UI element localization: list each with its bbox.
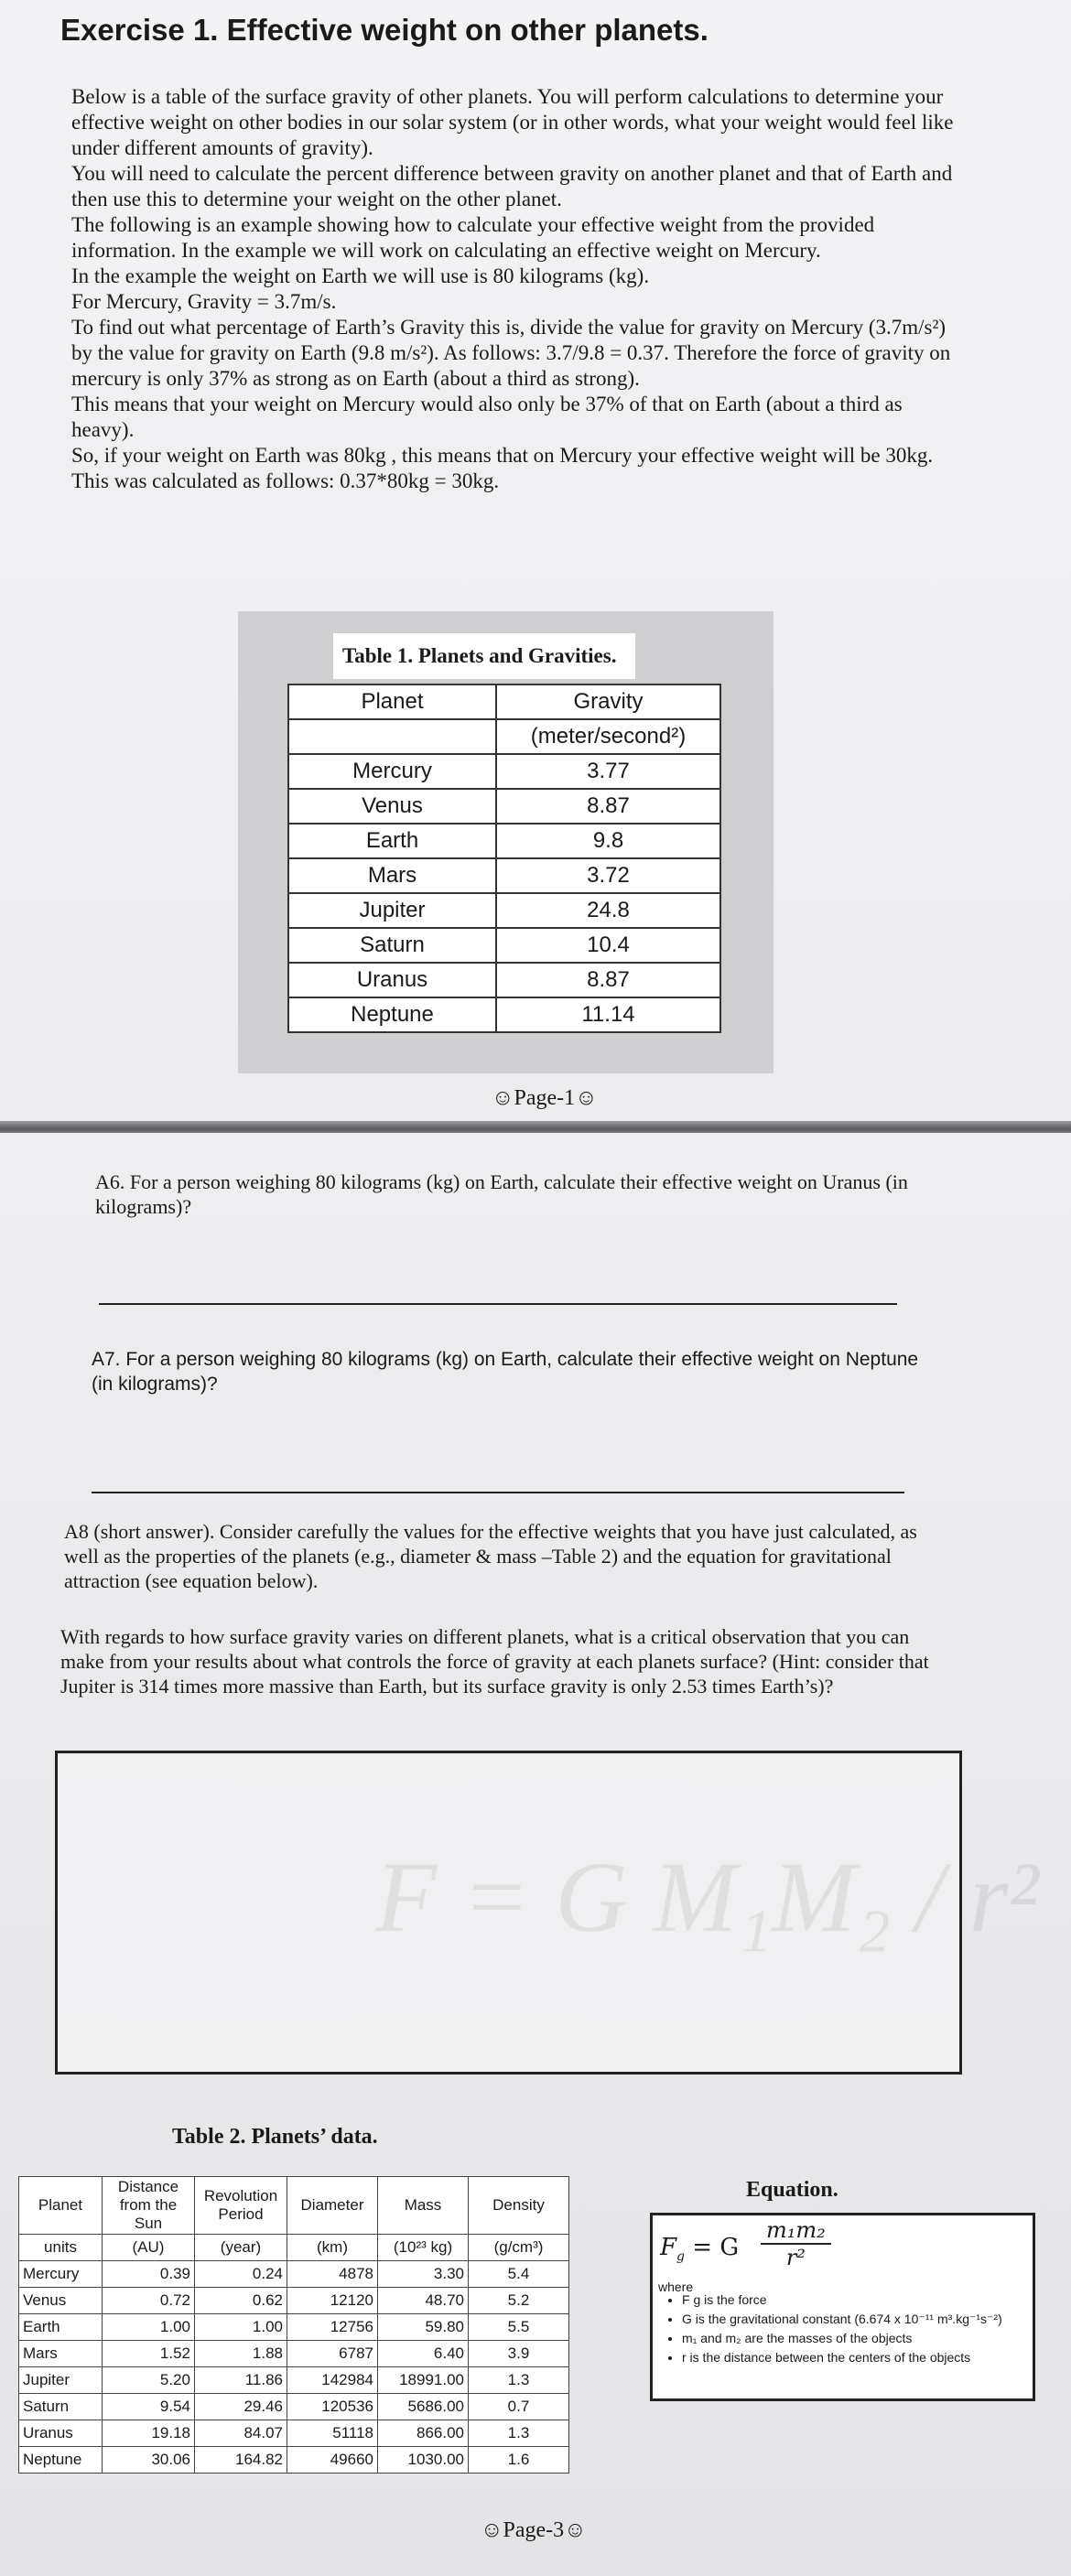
equation-lhs: F [660,2234,677,2261]
table-cell: 5.20 [103,2367,195,2394]
table-row [288,893,720,928]
equation-equals: = G [692,2234,740,2261]
table-row [288,963,720,997]
table-row [19,2261,569,2288]
equation-title: Equation. [746,2178,838,2202]
table-1-title: Table 1. Planets and Gravities. [333,633,635,679]
table-cell: 18991.00 [378,2367,469,2394]
table-row [288,754,720,789]
column-header-planet: Planet [288,684,496,719]
table-cell: 1.52 [103,2341,195,2367]
table-cell: 30.06 [103,2447,195,2474]
table-cell: 142984 [287,2367,378,2394]
planet-cell: Neptune [288,997,496,1032]
table-row [19,2341,569,2367]
equation-box [650,2213,1035,2401]
table-cell: Jupiter [19,2367,103,2394]
table-cell: 0.39 [103,2261,195,2288]
table-cell: 12120 [287,2288,378,2314]
gravity-cell: 10.4 [496,928,720,963]
planet-gravity-table [287,684,721,1033]
table-cell: Earth [19,2314,103,2341]
paragraph: So, if your weight on Earth was 80kg , this means that on Mercury your effective weight will be 30kg. This was calculated as follows: 0.37*80kg = 30kg. [71,444,934,492]
table-row [19,2420,569,2447]
table-cell: Mars [19,2341,103,2367]
paragraph: To find out what percentage of Earth’s Gravity this is, divide the value for gravity on Mercury (3.7m/s²) by the value for gravity on Earth (9.8 m/s²). As follows: 3.7/9.8 = 0.37. Therefore the force of gravity on mercury is only 37% as strong as on Earth (about a third as strong). [71,316,951,390]
table-cell: 1.3 [469,2367,569,2394]
table-cell: 1.3 [469,2420,569,2447]
question-a8: A8 (short answer). Consider carefully the values for the effective weights that you have just calculated, as well as the properties of the planets (e.g., diameter & mass –Table 2) and the equation for gravitational attraction (see equation below). [64,1520,917,1592]
answer-line-a7[interactable] [92,1492,904,1493]
table-row [288,928,720,963]
question-a8-followup: With regards to how surface gravity varies on different planets, what is a critical observation that you can make from your results about what controls the force of gravity at each planets surface? (Hint: consider that Jupiter is 314 times more massive than Earth, but its surface gravity is only 2.53 times Earth’s)? [60,1625,929,1698]
gravity-cell: 3.72 [496,858,720,893]
table-2-title: Table 2. Planets’ data. [172,2125,378,2149]
definition-item: • G is the gravitational constant (6.674 x 10⁻¹¹ m³.kg⁻¹s⁻²) [682,2310,1034,2329]
answer-line-a6[interactable] [99,1303,897,1305]
planet-cell: Saturn [288,928,496,963]
table-cell: 51118 [287,2420,378,2447]
table-cell: 4878 [287,2261,378,2288]
units-cell: (AU) [103,2235,195,2261]
paragraph: Below is a table of the surface gravity of other planets. You will perform calculations to determine your effective weight on other bodies in our solar system (or in other words, what your weight would feel like under different amounts of gravity). [71,85,954,159]
table-row [19,2314,569,2341]
table-row [19,2447,569,2474]
planet-cell: Earth [288,824,496,858]
table-cell: 6.40 [378,2341,469,2367]
equation-fraction [761,2217,831,2270]
background-formula-watermark: F = G M₁M₂ / r² [375,1841,1039,1953]
equation-where: where [658,2280,694,2294]
table-cell: 1.00 [195,2314,287,2341]
table-header-row [19,2177,569,2235]
table-cell: 5.4 [469,2261,569,2288]
gravity-cell: 24.8 [496,893,720,928]
table-row [19,2394,569,2420]
table-row [288,997,720,1032]
table-cell: 0.62 [195,2288,287,2314]
table-cell: 59.80 [378,2314,469,2341]
paragraph: In the example the weight on Earth we will use is 80 kilograms (kg). [71,264,650,287]
table-cell: 9.54 [103,2394,195,2420]
table-cell: 29.46 [195,2394,287,2420]
table-cell: 0.72 [103,2288,195,2314]
table-cell: 5.5 [469,2314,569,2341]
table-cell: 1030.00 [378,2447,469,2474]
gravity-cell: 8.87 [496,789,720,824]
paragraph: The following is an example showing how to calculate your effective weight from the provided information. In the example we will work on calculating an effective weight on Mercury. [71,213,875,262]
definition-item: • m₁ and m₂ are the masses of the objects [682,2329,1034,2348]
gravity-cell: 9.8 [496,824,720,858]
table-row [288,824,720,858]
units-cell: (km) [287,2235,378,2261]
table-cell: 84.07 [195,2420,287,2447]
table-cell: 1.00 [103,2314,195,2341]
page-number: ☺Page-3☺ [481,2518,587,2542]
planet-cell: Jupiter [288,893,496,928]
equation-formula [660,2234,739,2264]
table-cell: 0.7 [469,2394,569,2420]
table-cell: 3.9 [469,2341,569,2367]
units-row [19,2235,569,2261]
page-number: ☺Page-1☺ [492,1086,598,1110]
planet-cell: Mars [288,858,496,893]
table-cell: 866.00 [378,2420,469,2447]
table-cell: 1.88 [195,2341,287,2367]
definition-item: • r is the distance between the centers of the objects [682,2348,1034,2367]
table-cell: 48.70 [378,2288,469,2314]
column-header-gravity: Gravity [496,684,720,719]
table-cell: 5.2 [469,2288,569,2314]
table-row [288,858,720,893]
units-cell: (year) [195,2235,287,2261]
equation-numerator: m₁m₂ [761,2217,831,2245]
equation-denominator: r² [785,2245,806,2270]
table-cell: Mercury [19,2261,103,2288]
question-a6: A6. For a person weighing 80 kilograms (kg) on Earth, calculate their effective weight on Uranus (in kilograms)? [95,1170,908,1218]
column-header: Revolution Period [195,2177,287,2235]
table-cell: 6787 [287,2341,378,2367]
paragraph: For Mercury, Gravity = 3.7m/s. [71,290,337,313]
table-cell: Venus [19,2288,103,2314]
definition-item: • F g is the force [682,2290,1034,2310]
intro-text [71,84,968,494]
table-cell: 1.6 [469,2447,569,2474]
gravity-cell: 3.77 [496,754,720,789]
planet-data-table [18,2176,569,2474]
question-a7: A7. For a person weighing 80 kilograms (kg) on Earth, calculate their effective weight on Neptune (in kilograms)? [92,1349,919,1395]
column-header: Planet [19,2177,103,2235]
table-row [19,2288,569,2314]
gravity-cell: 11.14 [496,997,720,1032]
equation-lhs-subscript: g [676,2249,686,2265]
table-cell: Uranus [19,2420,103,2447]
gravity-cell: 8.87 [496,963,720,997]
planet-cell: Uranus [288,963,496,997]
table-cell: 3.30 [378,2261,469,2288]
paragraph: This means that your weight on Mercury would also only be 37% of that on Earth (about a third as heavy). [71,393,903,441]
table-row [288,789,720,824]
table-cell: 164.82 [195,2447,287,2474]
column-header: Distance from the Sun [103,2177,195,2235]
planet-cell: Venus [288,789,496,824]
table-cell: 49660 [287,2447,378,2474]
planet-cell: Mercury [288,754,496,789]
table-cell: 5686.00 [378,2394,469,2420]
column-header: Diameter [287,2177,378,2235]
table-row [19,2367,569,2394]
column-header: Mass [378,2177,469,2235]
column-header-gravity-unit: (meter/second²) [496,719,720,754]
table-cell: 0.24 [195,2261,287,2288]
equation-definitions [665,2290,1034,2367]
table-cell: 120536 [287,2394,378,2420]
units-cell: (g/cm³) [469,2235,569,2261]
table-cell [288,719,496,754]
paragraph: You will need to calculate the percent difference between gravity on another planet and that of Earth and then use this to determine your weight on the other planet. [71,162,953,210]
units-cell: units [19,2235,103,2261]
table-cell: 12756 [287,2314,378,2341]
table-cell: 11.86 [195,2367,287,2394]
column-header: Density [469,2177,569,2235]
table-cell: 19.18 [103,2420,195,2447]
table-cell: Neptune [19,2447,103,2474]
units-cell: (10²³ kg) [378,2235,469,2261]
exercise-heading: Exercise 1. Effective weight on other planets. [60,13,709,47]
table-cell: Saturn [19,2394,103,2420]
